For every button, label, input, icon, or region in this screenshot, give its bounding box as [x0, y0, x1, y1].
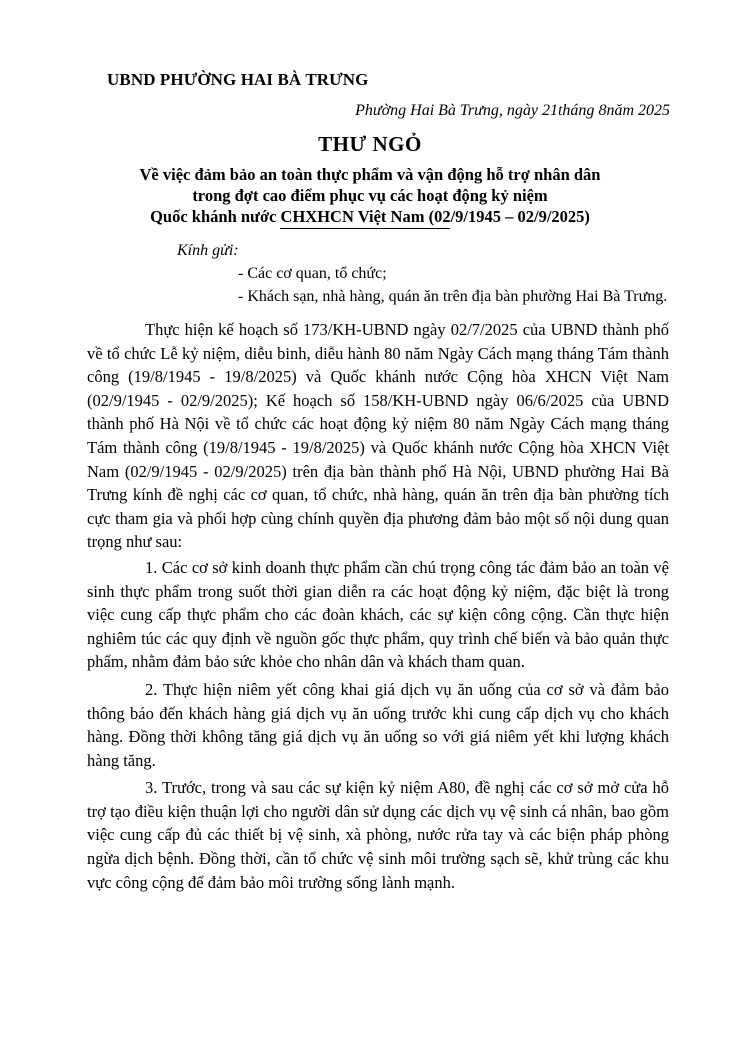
- document-title: THƯ NGỎ: [318, 132, 422, 156]
- subject-line: Quốc khánh nước CHXHCN Việt Nam (02/9/1945 – 02/9/2025): [150, 207, 590, 226]
- recipient-list: [238, 262, 667, 308]
- recipient-item: - Các cơ quan, tổ chức;: [238, 265, 387, 282]
- document-subject: [0, 164, 740, 227]
- body-paragraph: 2. Thực hiện niêm yết công khai giá dịch vụ ăn uống của cơ sở và đảm bảo thông báo đến khách hàng giá dịch vụ ăn uống trước khi cung cấp dịch vụ cho khách hàng. Đồng thời không tăng giá dịch vụ ăn uống so với giá niêm yết khi lượng khách hàng tăng.: [87, 679, 669, 770]
- subject-line: trong đợt cao điểm phục vụ các hoạt động kỷ niệm: [192, 186, 548, 205]
- body-paragraph: 1. Các cơ sở kinh doanh thực phẩm cần chú trọng công tác đảm bảo an toàn vệ sinh thực phẩm trong suốt thời gian diễn ra các hoạt động kỷ niệm, đặc biệt là trong việc cung cấp thực phẩm cho các đoàn khách, các sự kiện công cộng. Cần thực hiện nghiêm túc các quy định về nguồn gốc thực phẩm, quy trình chế biến và bảo quản thực phẩm, nhằm đảm bảo sức khỏe cho nhân dân và khách tham quan.: [87, 557, 669, 672]
- date-month-label: tháng: [557, 102, 599, 119]
- issuing-organization: UBND PHƯỜNG HAI BÀ TRƯNG: [107, 70, 369, 89]
- greeting: Kính gửi:: [177, 242, 239, 259]
- date-year: năm 2025: [606, 102, 670, 119]
- place-and-date: [355, 102, 670, 120]
- body-paragraph: 3. Trước, trong và sau các sự kiện kỷ niệm A80, đề nghị các cơ sở mở cửa hỗ trợ tạo điều kiện thuận lợi cho người dân sử dụng các dịch vụ vệ sinh cá nhân, bao gồm việc cung cấp đủ các thiết bị vệ sinh, xà phòng, nước rửa tay và các biện pháp phòng ngừa dịch bệnh. Đồng thời, cần tổ chức vệ sinh môi trường sạch sẽ, khử trùng các khu vực công cộng để đảm bảo môi trường sống lành mạnh.: [87, 778, 669, 892]
- date-day: 21: [541, 102, 558, 119]
- date-month: 8: [598, 102, 607, 119]
- subject-line: Về việc đảm bảo an toàn thực phẩm và vận động hỗ trợ nhân dân: [139, 165, 601, 184]
- subject-underline: [280, 228, 450, 229]
- document-body: [87, 318, 669, 898]
- body-paragraph: Thực hiện kế hoạch số 173/KH-UBND ngày 02/7/2025 của UBND thành phố về tổ chức Lễ kỷ niệm, diễu binh, diễu hành 80 năm Ngày Cách mạng tháng Tám thành công (19/8/1945 - 19/8/2025) và Quốc khánh nước Cộng hòa XHCN Việt Nam (02/9/1945 - 02/9/2025); Kế hoạch số 158/KH-UBND ngày 06/6/2025 của UBND thành phố Hà Nội về tổ chức các hoạt động kỷ niệm 80 năm Ngày Cách mạng tháng Tám thành công (19/8/1945 - 19/8/2025) và Quốc khánh nước Cộng hòa XHCN Việt Nam (02/9/1945 - 02/9/2025) trên địa bàn thành phố Hà Nội, UBND phường Hai Bà Trưng kính đề nghị các cơ quan, tổ chức, nhà hàng, quán ăn trên địa bàn phường tích cực tham gia và phối hợp cùng chính quyền địa phương đảm bảo một số nội dung quan trọng như sau:: [87, 320, 669, 552]
- date-prefix: Phường Hai Bà Trưng, ngày: [355, 102, 542, 119]
- recipient-item: - Khách sạn, nhà hàng, quán ăn trên địa bàn phường Hai Bà Trưng.: [238, 288, 668, 305]
